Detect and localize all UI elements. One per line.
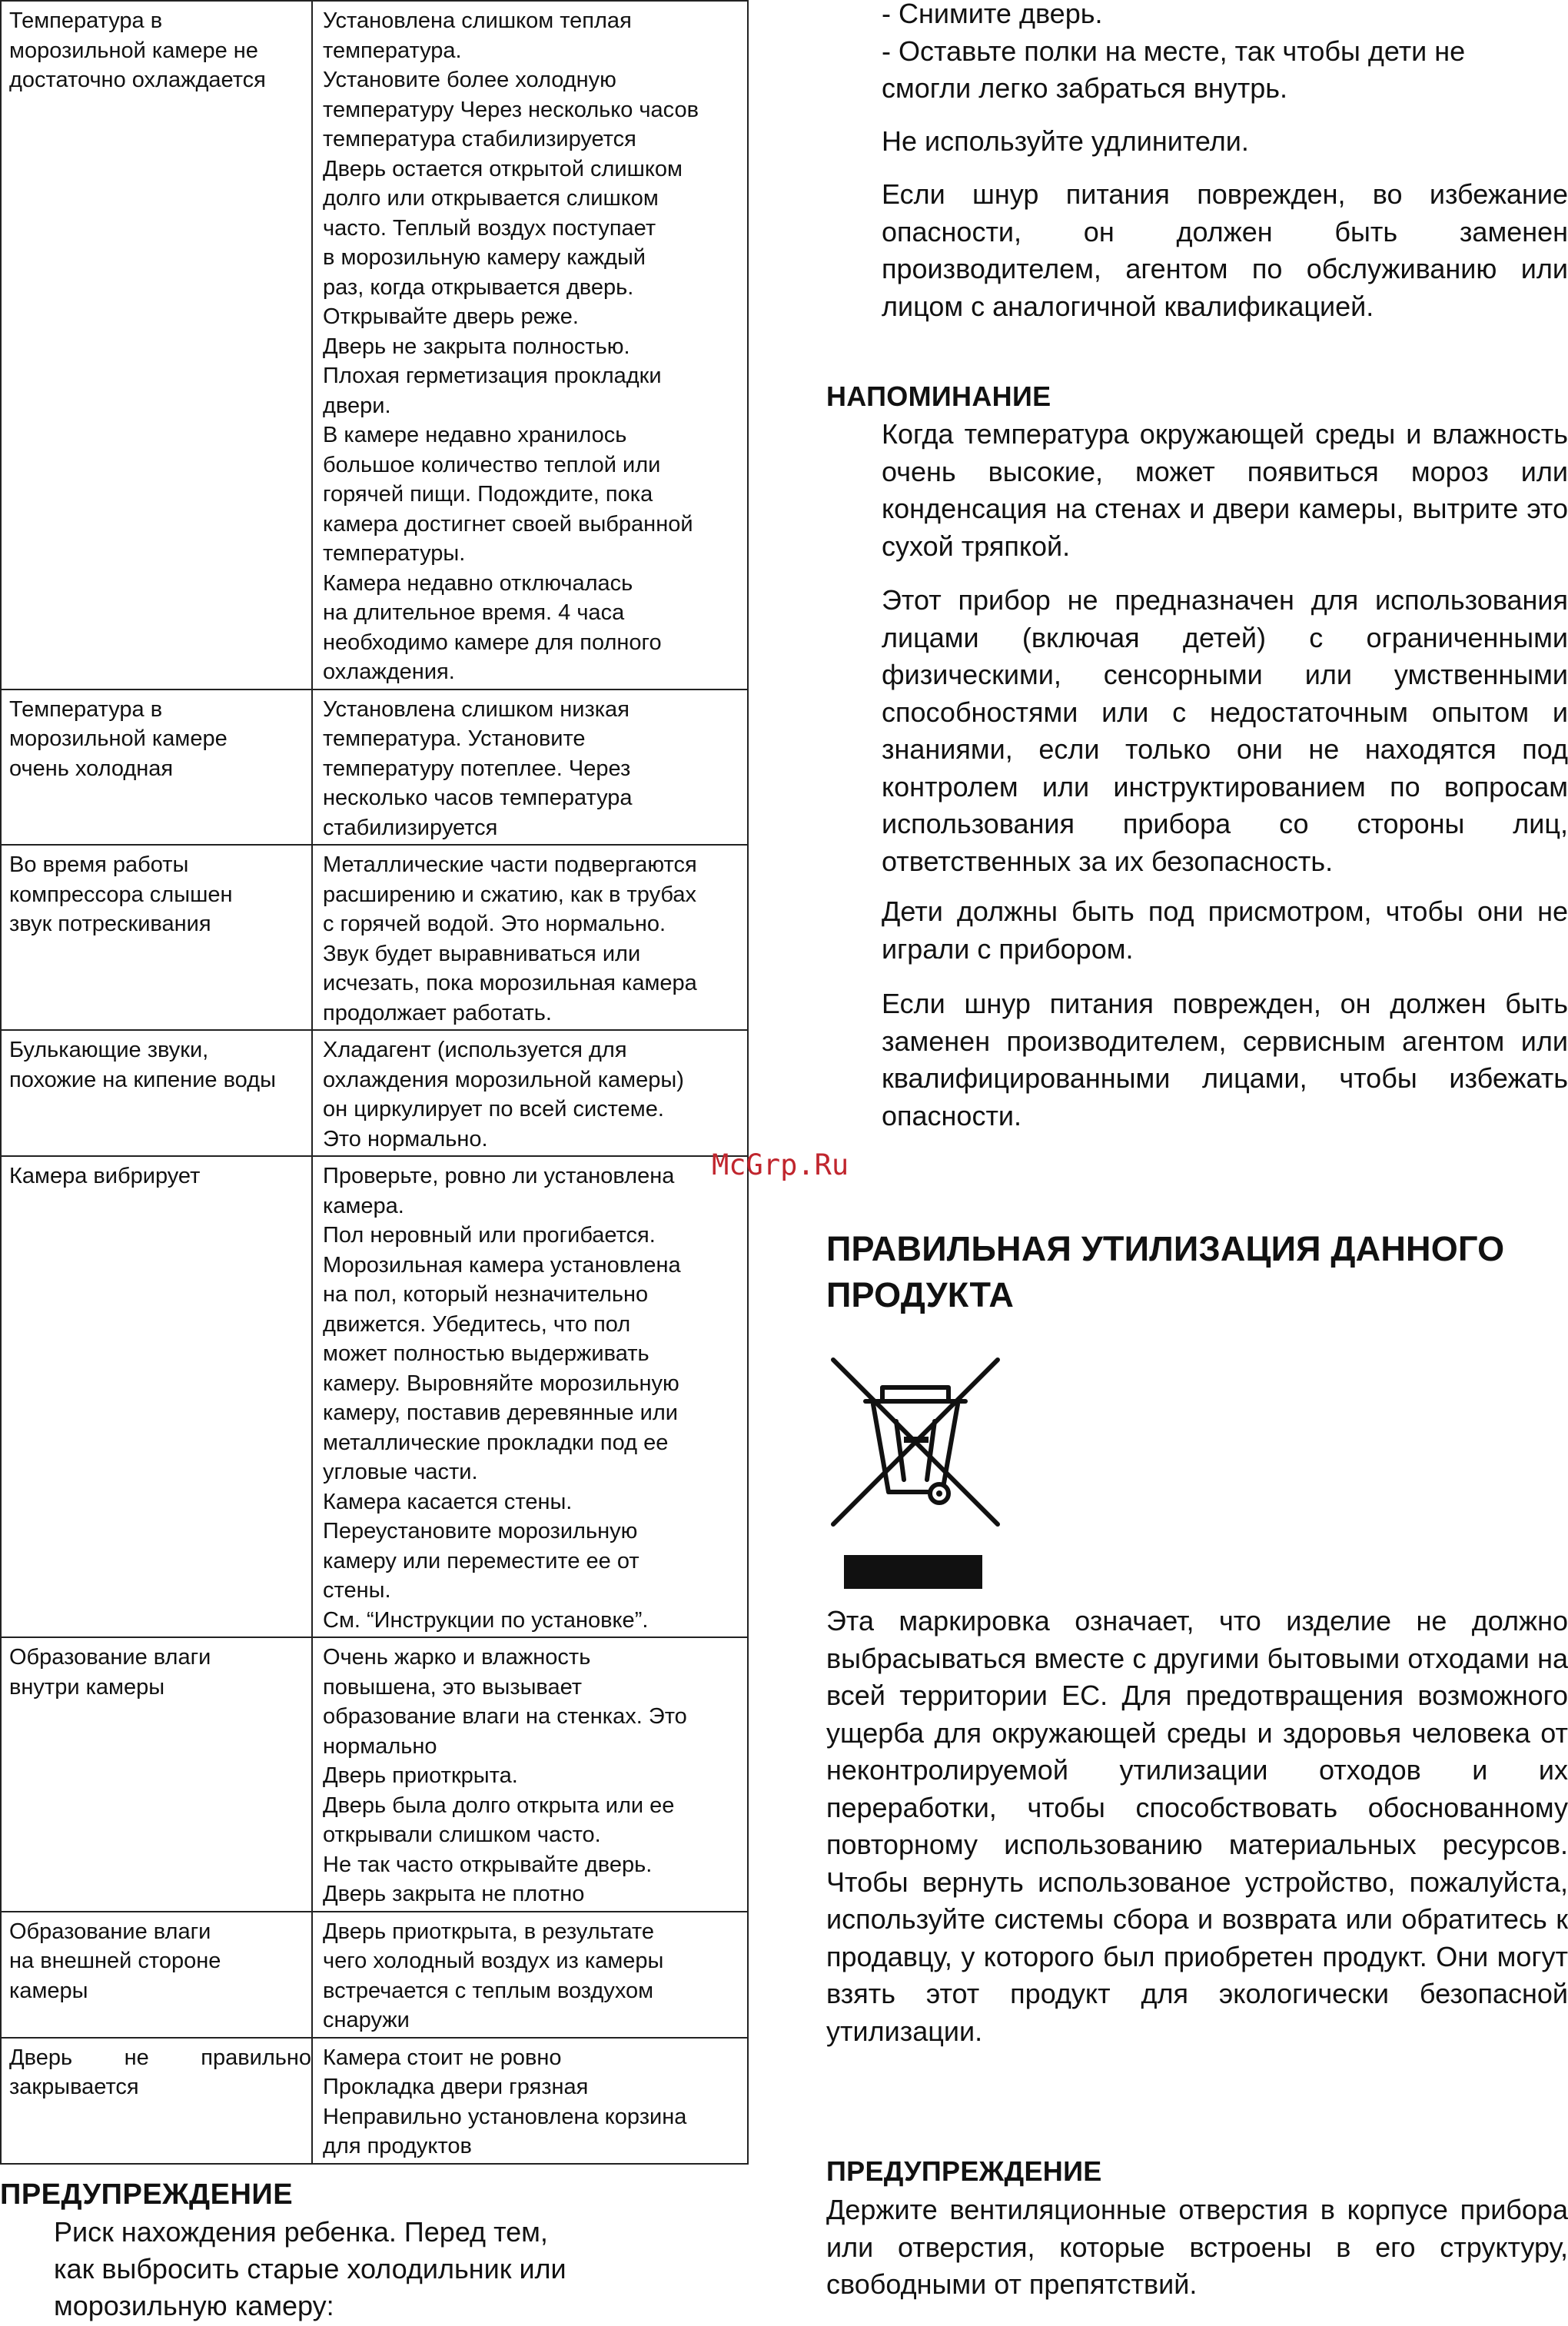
crossed-out-wheelie-bin-icon bbox=[829, 1357, 1002, 1527]
solution-line: температуры. bbox=[323, 541, 466, 566]
solution-line: образование влаги на стенках. Это bbox=[323, 1704, 687, 1729]
table-row bbox=[1, 1156, 748, 1637]
solution-line: Дверь была долго открыта или ее bbox=[323, 1793, 675, 1818]
solution-line: большое количество теплой или bbox=[323, 452, 661, 477]
solution-line: Хладагент (используется для bbox=[323, 1038, 627, 1062]
solution-cell bbox=[312, 1030, 748, 1156]
disposal-text: Эта маркировка означает, что изделие не должно выбрасываться вместе с другими бытовыми отходами на всей территории ЕС. Для предотвращения возможного ущерба для окружающей среды и здоровья человека от неконтролируемой утилизации отходов и их переработки, чтобы способствовать обоснованному повторному использованию материальных ресурсов. Чтобы вернуть использованое устройство, пожалуйста, используйте системы сбора и возврата или обратитесь к продавцу, у которого был приобретен продукт. Они могут взять этот продукт для экологически безопасной утилизации. bbox=[826, 1605, 1568, 2047]
problem-cell bbox=[1, 2038, 312, 2164]
solution-line: на пол, который незначительно bbox=[323, 1282, 649, 1307]
solution-cell bbox=[312, 1912, 748, 2038]
solution-line: Камера стоит не ровно bbox=[323, 2045, 562, 2070]
solution-line: Переустановите морозильную bbox=[323, 1519, 638, 1543]
solution-line: температура. Установите bbox=[323, 726, 586, 751]
solution-line: открывали слишком часто. bbox=[323, 1823, 601, 1847]
solution-line: исчезать, пока морозильная камера bbox=[323, 971, 697, 995]
right-warning-text: Держите вентиляционные отверстия в корпусе прибора или отверстия, которые встроены в его структуру, свободными от препятствий. bbox=[826, 2194, 1568, 2300]
solution-line: раз, когда открывается дверь. bbox=[323, 274, 634, 300]
solution-line: Дверь приоткрыта, в результате bbox=[323, 1919, 655, 1944]
left-warning-line: Риск нахождения ребенка. Перед тем, bbox=[54, 2216, 548, 2248]
solution-line: Не так часто открывайте дверь. bbox=[323, 1852, 653, 1877]
solution-line: охлаждения. bbox=[323, 660, 455, 684]
reminder-paragraph: Этот прибор не предназначен для использования лицами (включая детей) с ограниченными физическими, сенсорными или умственными способностями или с недостаточным опытом и знаниями, если только они не находятся под контролем или инструктированием по вопросам использования прибора со стороны лиц, ответственных за их безопасность. bbox=[882, 584, 1568, 877]
solution-line: В камере недавно хранилось bbox=[323, 423, 627, 447]
solution-line: Прокладка двери грязная bbox=[323, 2075, 589, 2099]
solution-line: температуру Через несколько часов bbox=[323, 97, 699, 122]
solution-line: Металлические части подвергаются bbox=[323, 852, 697, 877]
solution-line: Установлена слишком теплая bbox=[323, 8, 632, 33]
solution-line: Пол неровный или прогибается. bbox=[323, 1223, 656, 1248]
solution-line: на длительное время. 4 часа bbox=[323, 600, 625, 625]
solution-cell bbox=[312, 1, 748, 689]
solution-line: металлические прокладки под ее bbox=[323, 1430, 669, 1455]
solution-line: Дверь не закрыта полностью. bbox=[323, 334, 630, 359]
solution-line: камеру или переместите ее от bbox=[323, 1548, 639, 1573]
solution-line: снаружи bbox=[323, 2008, 410, 2032]
problem-line: камеры bbox=[9, 1978, 88, 2003]
reminder-title: НАПОМИНАНИЕ bbox=[826, 380, 1051, 412]
solution-line: Неправильно установлена корзина bbox=[323, 2104, 687, 2129]
power-cord-note: Если шнур питания поврежден, во избежание опасности, он должен быть заменен производителем, агентом по обслуживанию или лицом с аналогичной квалификацией. bbox=[882, 178, 1568, 322]
problem-line: Во время работы bbox=[9, 852, 189, 877]
solution-cell bbox=[312, 1637, 748, 1912]
solution-line: охлаждения морозильной камеры) bbox=[323, 1067, 684, 1092]
solution-line: с горячей водой. Это нормально. bbox=[323, 912, 666, 936]
table-row bbox=[1, 1, 748, 689]
solution-cell bbox=[312, 689, 748, 846]
solution-line: несколько часов температура bbox=[323, 786, 633, 810]
problem-line: похожие на кипение воды bbox=[9, 1067, 276, 1092]
right-warning-title: ПРЕДУПРЕЖДЕНИЕ bbox=[826, 2155, 1102, 2187]
problem-cell bbox=[1, 689, 312, 846]
problem-cell bbox=[1, 1912, 312, 2038]
problem-line: очень холодная bbox=[9, 756, 174, 781]
table-row bbox=[1, 845, 748, 1030]
solution-line: Дверь приоткрыта. bbox=[323, 1763, 518, 1788]
problem-line: Температура в bbox=[9, 696, 163, 722]
solution-cell bbox=[312, 1156, 748, 1637]
solution-line: продолжает работать. bbox=[323, 1000, 552, 1025]
solution-line: камера достигнет своей выбранной bbox=[323, 511, 693, 537]
solution-line: Дверь остается открытой слишком bbox=[323, 156, 683, 181]
solution-line: может полностью выдерживать bbox=[323, 1341, 649, 1366]
problem-line: Дверь не правильно bbox=[9, 2045, 311, 2070]
solution-line: чего холодный воздух из камеры bbox=[323, 1949, 664, 1973]
left-warning-line: морозильную камеру: bbox=[54, 2290, 334, 2321]
problem-line: звук потрескивания bbox=[9, 912, 211, 936]
table-row bbox=[1, 1637, 748, 1912]
disposal-title: ПРАВИЛЬНАЯ УТИЛИЗАЦИЯ ДАННОГО ПРОДУКТА bbox=[826, 1229, 1505, 1314]
solution-line: камеру. Выровняйте морозильную bbox=[323, 1371, 679, 1396]
solution-line: двери. bbox=[323, 393, 391, 418]
solution-line: повышена, это вызывает bbox=[323, 1674, 583, 1700]
watermark: McGrp.Ru bbox=[712, 1148, 849, 1181]
problem-line: закрывается bbox=[9, 2075, 139, 2099]
problem-line: морозильной камере не bbox=[9, 38, 258, 63]
left-warning-body bbox=[54, 2214, 638, 2324]
solution-line: расширению и сжатию, как в трубах bbox=[323, 882, 696, 907]
problem-line: Образование влаги bbox=[9, 1919, 211, 1944]
table-row bbox=[1, 1030, 748, 1156]
bin-underline-bar bbox=[844, 1555, 982, 1589]
reminder-paragraph: Если шнур питания поврежден, он должен быть заменен производителем, сервисным агентом или квалифицированными лицами, чтобы избежать опасности. bbox=[882, 988, 1568, 1131]
solution-line: температура стабилизируется bbox=[323, 127, 636, 151]
solution-cell bbox=[312, 2038, 748, 2164]
problem-line: достаточно охлаждается bbox=[9, 68, 266, 92]
solution-line: стены. bbox=[323, 1578, 391, 1603]
problem-line: Температура в bbox=[9, 8, 163, 33]
reminder-paragraph: Когда температура окружающей среды и влажность очень высокие, может появиться мороз или конденсация на стенах и двери камеры, вытрите это сухой тряпкой. bbox=[882, 418, 1568, 562]
problem-cell bbox=[1, 845, 312, 1030]
problem-cell bbox=[1, 1637, 312, 1912]
left-warning-title: ПРЕДУПРЕЖДЕНИЕ bbox=[0, 2178, 294, 2211]
removal-instructions bbox=[882, 0, 1568, 108]
solution-line: часто. Теплый воздух поступает bbox=[323, 215, 656, 241]
solution-line: Открывайте дверь реже. bbox=[323, 304, 579, 329]
problem-line: Булькающие звуки, bbox=[9, 1038, 209, 1062]
solution-cell bbox=[312, 845, 748, 1030]
table-row bbox=[1, 689, 748, 846]
solution-line: нормально bbox=[323, 1733, 437, 1759]
problem-line: морозильной камере bbox=[9, 726, 228, 751]
solution-line: Это нормально. bbox=[323, 1126, 488, 1151]
solution-line: Камера касается стены. bbox=[323, 1489, 573, 1514]
solution-line: для продуктов bbox=[323, 2134, 472, 2158]
solution-line: Морозильная камера установлена bbox=[323, 1252, 681, 1278]
solution-line: Звук будет выравниваться или bbox=[323, 941, 641, 966]
instruction-line: смогли легко забраться внутрь. bbox=[882, 72, 1287, 104]
solution-line: камеру, поставив деревянные или bbox=[323, 1401, 678, 1425]
solution-line: температура. bbox=[323, 38, 462, 63]
solution-line: камера. bbox=[323, 1193, 404, 1218]
solution-line: Очень жарко и влажность bbox=[323, 1645, 591, 1670]
problem-line: внутри камеры bbox=[9, 1674, 165, 1700]
solution-line: движется. Убедитесь, что пол bbox=[323, 1311, 631, 1337]
instruction-line: - Снимите дверь. bbox=[882, 0, 1103, 29]
troubleshooting-table bbox=[0, 0, 749, 2165]
table-row bbox=[1, 2038, 748, 2164]
problem-cell bbox=[1, 1, 312, 689]
solution-line: Плохая герметизация прокладки bbox=[323, 364, 662, 388]
solution-line: Установите более холодную bbox=[323, 68, 616, 92]
extension-cord-note: Не используйте удлинители. bbox=[882, 125, 1249, 157]
solution-line: в морозильную камеру каждый bbox=[323, 245, 646, 270]
problem-line: на внешней стороне bbox=[9, 1949, 221, 1973]
instruction-line: - Оставьте полки на месте, так чтобы дети не bbox=[882, 35, 1466, 67]
solution-line: он циркулирует по всей системе. bbox=[323, 1097, 664, 1121]
left-warning-line: как выбросить старые холодильник или bbox=[54, 2253, 566, 2284]
solution-line: Дверь закрыта не плотно bbox=[323, 1882, 585, 1906]
solution-line: долго или открывается слишком bbox=[323, 186, 659, 211]
problem-line: Камера вибрирует bbox=[9, 1164, 201, 1188]
solution-line: Камера недавно отключалась bbox=[323, 570, 633, 596]
solution-line: См. “Инструкции по установке”. bbox=[323, 1607, 649, 1633]
solution-line: температуру потеплее. Через bbox=[323, 756, 631, 781]
solution-line: Проверьте, ровно ли установлена bbox=[323, 1164, 675, 1188]
solution-line: горячей пищи. Подождите, пока bbox=[323, 482, 653, 507]
solution-line: Установлена слишком низкая bbox=[323, 696, 630, 722]
table-row bbox=[1, 1912, 748, 2038]
problem-cell bbox=[1, 1156, 312, 1637]
problem-line: компрессора слышен bbox=[9, 882, 233, 907]
solution-line: угловые части. bbox=[323, 1460, 478, 1484]
solution-line: необходимо камере для полного bbox=[323, 630, 662, 655]
solution-line: встречается с теплым воздухом bbox=[323, 1978, 654, 2003]
solution-line: стабилизируется bbox=[323, 815, 498, 840]
reminder-paragraph: Дети должны быть под присмотром, чтобы они не играли с прибором. bbox=[882, 896, 1568, 965]
problem-cell bbox=[1, 1030, 312, 1156]
problem-line: Образование влаги bbox=[9, 1645, 211, 1670]
